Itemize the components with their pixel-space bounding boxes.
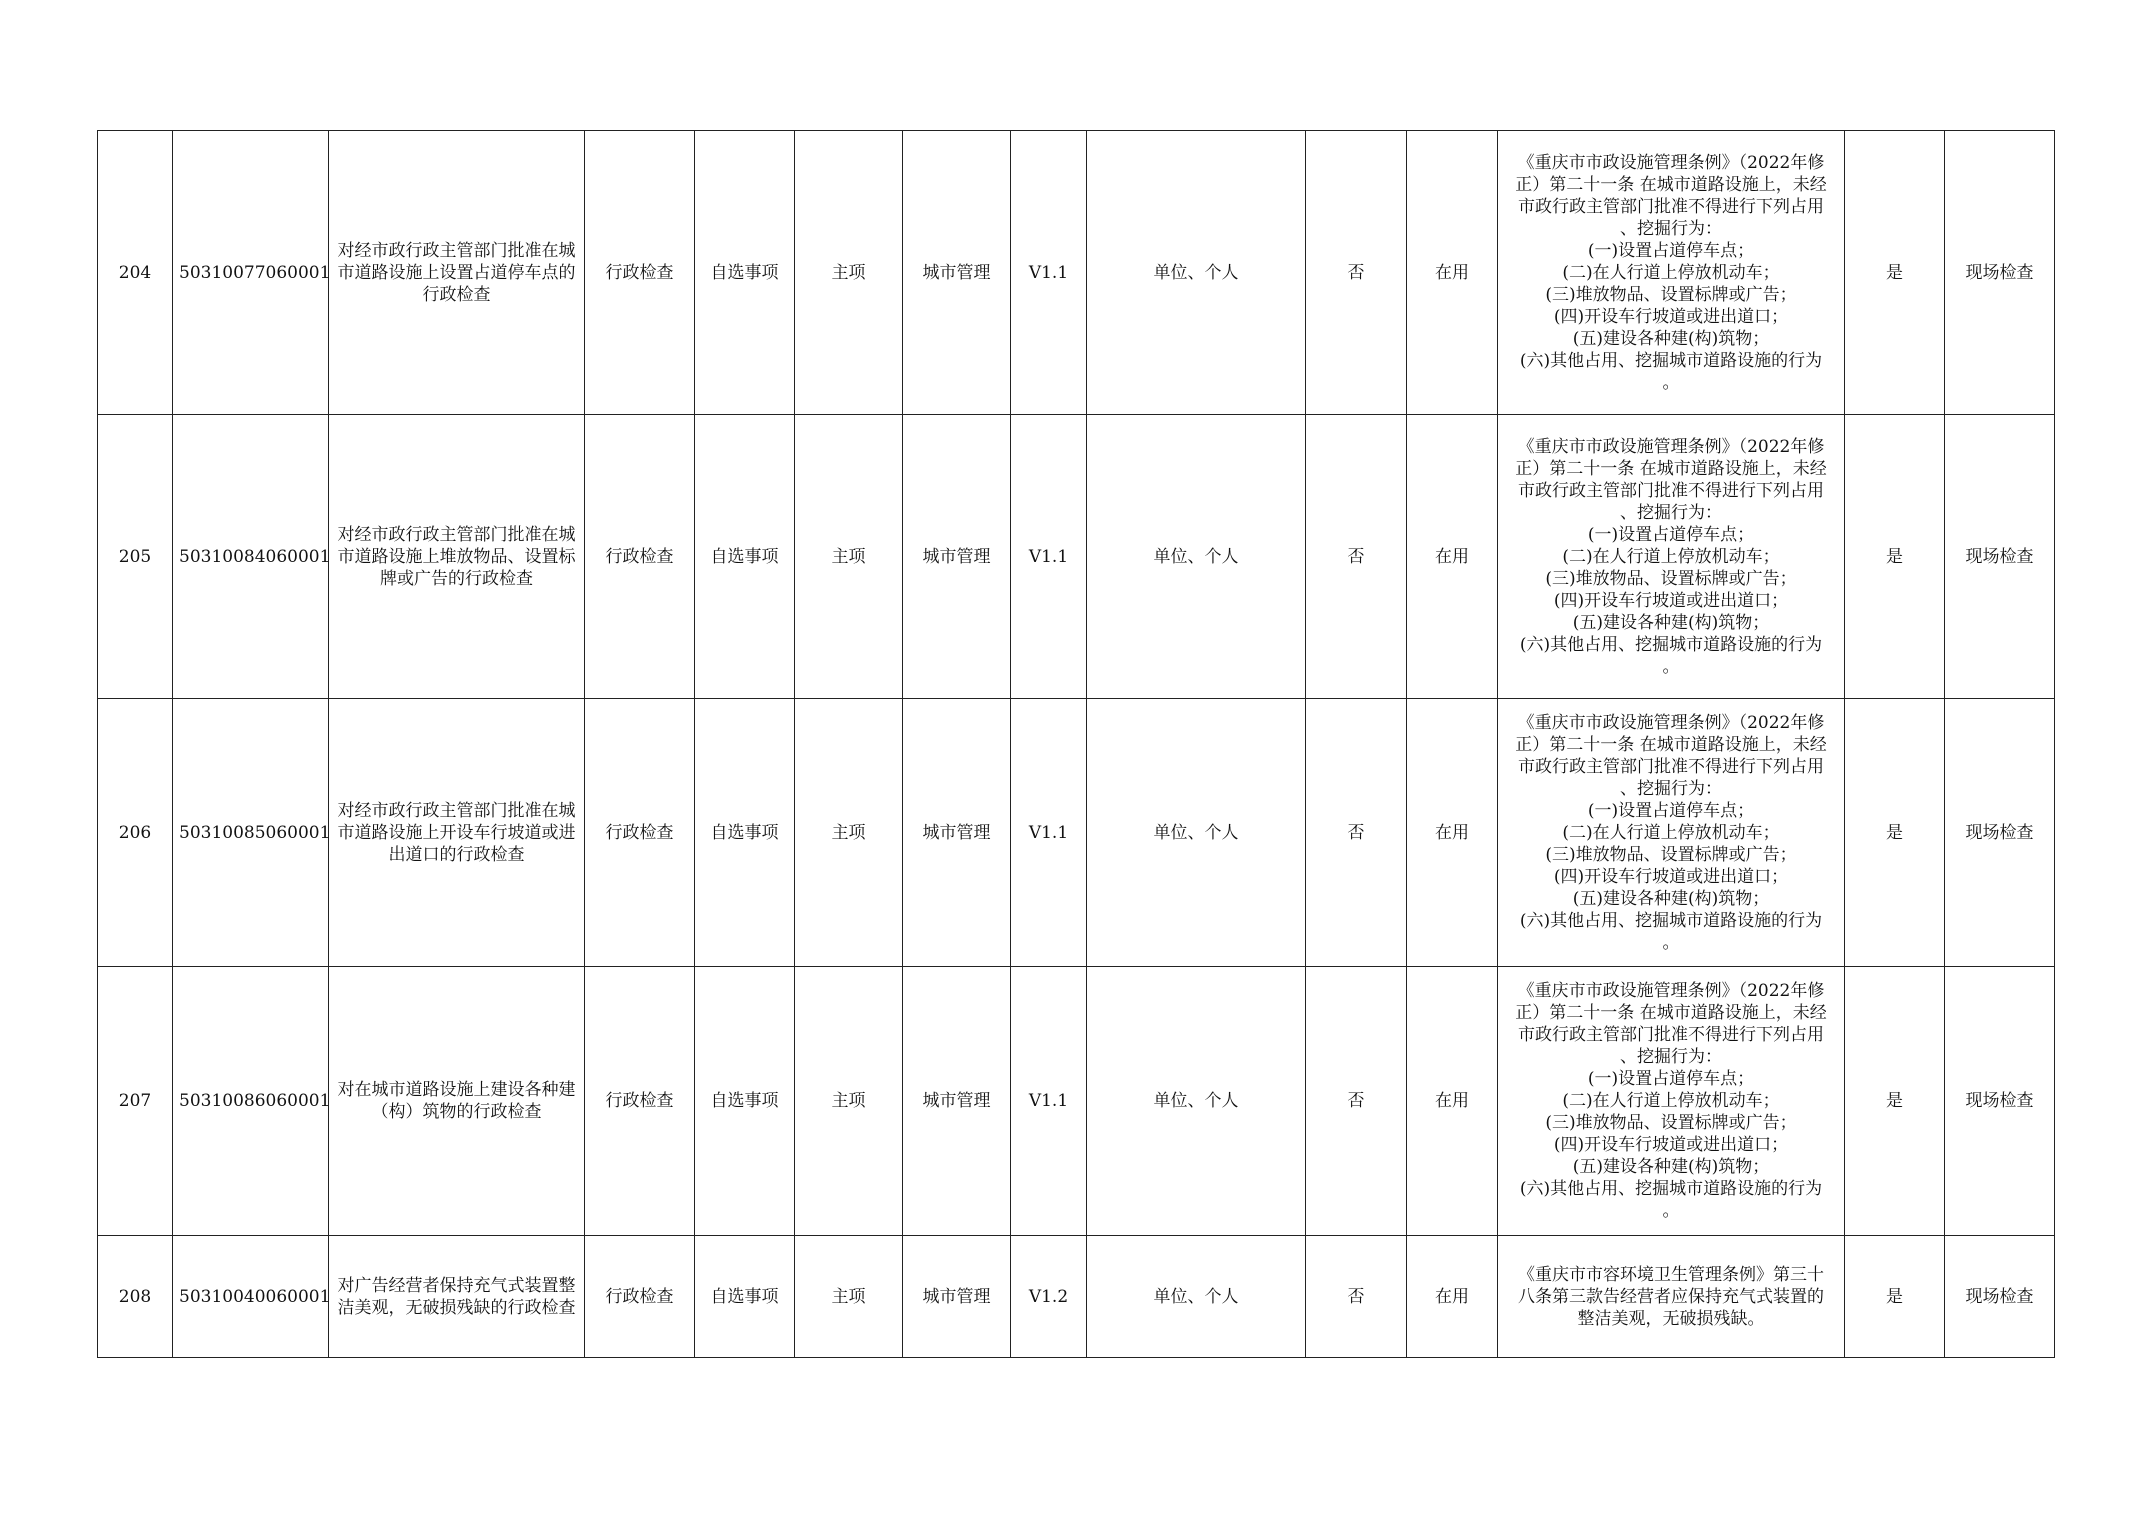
legal-basis-line: (三)堆放物品、设置标牌或广告；: [1545, 1113, 1797, 1133]
inspection-method-cell: 现场检查: [1945, 1236, 2055, 1358]
item-code-cell: 50310084060001: [173, 415, 329, 699]
item-yes-flag-cell: 是: [1845, 131, 1945, 415]
legal-basis-line: 整洁美观，无破损残缺。: [1577, 1308, 1765, 1329]
item-type-cell: 行政检查: [585, 967, 695, 1236]
legal-basis-line: (四)开设车行坡道或进出道口；: [1553, 590, 1789, 611]
item-domain-cell: 城市管理: [903, 1236, 1011, 1358]
item-category-cell: 自选事项: [695, 699, 795, 967]
item-type-cell: 行政检查: [585, 415, 695, 699]
legal-basis-line: (一)设置占道停车点；: [1587, 800, 1755, 821]
legal-basis-line: 《重庆市市政设施管理条例》（2022年修: [1517, 981, 1825, 1001]
legal-basis-line: 。: [1662, 932, 1680, 953]
item-category-cell: 自选事项: [695, 1236, 795, 1358]
item-status-cell: 在用: [1407, 699, 1498, 967]
item-domain-cell: 城市管理: [903, 699, 1011, 967]
item-name-cell: 对经市政行政主管部门批准在城市道路设施上开设车行坡道或进出道口的行政检查: [329, 699, 585, 967]
item-domain-cell: 城市管理: [903, 415, 1011, 699]
legal-basis-line: (四)开设车行坡道或进出道口；: [1553, 1135, 1789, 1155]
legal-basis-line: 、挖掘行为：: [1620, 1047, 1722, 1067]
table-row: [98, 967, 2055, 1236]
legal-basis-line: (三)堆放物品、设置标牌或广告；: [1545, 844, 1797, 865]
item-version-cell: V1.1: [1011, 415, 1087, 699]
item-version-cell: V1.1: [1011, 131, 1087, 415]
item-yes-flag-cell: 是: [1845, 415, 1945, 699]
item-code-cell: 50310077060001: [173, 131, 329, 415]
item-flag-cell: 否: [1306, 1236, 1407, 1358]
legal-basis-line: (二)在人行道上停放机动车；: [1562, 546, 1780, 567]
inspection-method-cell: 现场检查: [1945, 699, 2055, 967]
legal-basis-line: (五)建设各种建(构)筑物；: [1572, 328, 1770, 349]
item-version-cell: V1.1: [1011, 967, 1087, 1236]
legal-basis-line: 市政行政主管部门批准不得进行下列占用: [1518, 1025, 1824, 1045]
legal-basis-line: 《重庆市市政设施管理条例》（2022年修: [1517, 712, 1825, 733]
legal-basis-line: 正）第二十一条 在城市道路设施上，未经: [1515, 458, 1827, 479]
legal-basis-line: (二)在人行道上停放机动车；: [1562, 822, 1780, 843]
legal-basis-cell: [1498, 131, 1845, 415]
legal-basis-line: (五)建设各种建(构)筑物；: [1572, 1157, 1770, 1177]
legal-basis-line: 正）第二十一条 在城市道路设施上，未经: [1515, 734, 1827, 755]
table-row: [98, 1236, 2055, 1358]
item-category-cell: 自选事项: [695, 415, 795, 699]
item-type-cell: 行政检查: [585, 1236, 695, 1358]
item-level-cell: 主项: [795, 967, 903, 1236]
item-flag-cell: 否: [1306, 415, 1407, 699]
item-code-cell: 50310086060001: [173, 967, 329, 1236]
legal-basis-line: (一)设置占道停车点；: [1587, 1069, 1755, 1089]
item-flag-cell: 否: [1306, 967, 1407, 1236]
legal-basis-line: 八条第三款告经营者应保持充气式装置的: [1518, 1286, 1824, 1307]
item-name-cell: 对经市政行政主管部门批准在城市道路设施上堆放物品、设置标牌或广告的行政检查: [329, 415, 585, 699]
item-status-cell: 在用: [1407, 967, 1498, 1236]
item-version-cell: V1.2: [1011, 1236, 1087, 1358]
legal-basis-line: 。: [1662, 372, 1680, 393]
item-level-cell: 主项: [795, 131, 903, 415]
inspection-method-cell: 现场检查: [1945, 967, 2055, 1236]
legal-basis-line: 市政行政主管部门批准不得进行下列占用: [1518, 196, 1824, 217]
inspection-method-cell: 现场检查: [1945, 131, 2055, 415]
item-type-cell: 行政检查: [585, 699, 695, 967]
legal-basis-line: 《重庆市市政设施管理条例》（2022年修: [1517, 152, 1825, 173]
item-target-cell: 单位、个人: [1087, 699, 1306, 967]
legal-basis-line: 市政行政主管部门批准不得进行下列占用: [1518, 756, 1824, 777]
legal-basis-line: (一)设置占道停车点；: [1587, 524, 1755, 545]
inspection-items-table: [97, 130, 2055, 1358]
item-flag-cell: 否: [1306, 699, 1407, 967]
legal-basis-line: (四)开设车行坡道或进出道口；: [1553, 866, 1789, 887]
legal-basis-line: (五)建设各种建(构)筑物；: [1572, 888, 1770, 909]
legal-basis-line: 正）第二十一条 在城市道路设施上，未经: [1515, 174, 1827, 195]
item-category-cell: 自选事项: [695, 967, 795, 1236]
legal-basis-line: 正）第二十一条 在城市道路设施上，未经: [1515, 1003, 1827, 1023]
item-version-cell: V1.1: [1011, 699, 1087, 967]
legal-basis-line: (三)堆放物品、设置标牌或广告；: [1545, 568, 1797, 589]
legal-basis-line: 《重庆市市政设施管理条例》（2022年修: [1517, 436, 1825, 457]
legal-basis-line: 《重庆市市容环境卫生管理条例》第三十: [1518, 1264, 1824, 1285]
legal-basis-line: (六)其他占用、挖掘城市道路设施的行为: [1519, 1179, 1823, 1199]
table-body: [98, 131, 2055, 1358]
item-domain-cell: 城市管理: [903, 131, 1011, 415]
legal-basis-cell: [1498, 699, 1845, 967]
item-name-cell: 对经市政行政主管部门批准在城市道路设施上设置占道停车点的行政检查: [329, 131, 585, 415]
item-target-cell: 单位、个人: [1087, 415, 1306, 699]
inspection-method-cell: 现场检查: [1945, 415, 2055, 699]
legal-basis-cell: [1498, 415, 1845, 699]
legal-basis-line: 市政行政主管部门批准不得进行下列占用: [1518, 480, 1824, 501]
legal-basis-line: 、挖掘行为：: [1620, 502, 1722, 523]
legal-basis-cell: [1498, 1236, 1845, 1358]
table-row: [98, 699, 2055, 967]
item-yes-flag-cell: 是: [1845, 699, 1945, 967]
item-level-cell: 主项: [795, 1236, 903, 1358]
legal-basis-line: (二)在人行道上停放机动车；: [1562, 262, 1780, 283]
row-number-cell: 208: [98, 1236, 173, 1358]
item-code-cell: 50310085060001: [173, 699, 329, 967]
item-status-cell: 在用: [1407, 131, 1498, 415]
item-status-cell: 在用: [1407, 415, 1498, 699]
item-yes-flag-cell: 是: [1845, 967, 1945, 1236]
item-code-cell: 50310040060001: [173, 1236, 329, 1358]
item-domain-cell: 城市管理: [903, 967, 1011, 1236]
item-flag-cell: 否: [1306, 131, 1407, 415]
legal-basis-line: (三)堆放物品、设置标牌或广告；: [1545, 284, 1797, 305]
item-name-cell: 对在城市道路设施上建设各种建（构）筑物的行政检查: [329, 967, 585, 1236]
legal-basis-line: 、挖掘行为：: [1620, 778, 1722, 799]
legal-basis-line: (四)开设车行坡道或进出道口；: [1553, 306, 1789, 327]
legal-basis-line: (一)设置占道停车点；: [1587, 240, 1755, 261]
item-level-cell: 主项: [795, 699, 903, 967]
item-target-cell: 单位、个人: [1087, 967, 1306, 1236]
legal-basis-line: 。: [1662, 656, 1680, 677]
legal-basis-line: (六)其他占用、挖掘城市道路设施的行为: [1519, 910, 1823, 931]
item-status-cell: 在用: [1407, 1236, 1498, 1358]
row-number-cell: 205: [98, 415, 173, 699]
legal-basis-line: 。: [1662, 1201, 1680, 1221]
legal-basis-line: (六)其他占用、挖掘城市道路设施的行为: [1519, 350, 1823, 371]
row-number-cell: 207: [98, 967, 173, 1236]
legal-basis-cell: [1498, 967, 1845, 1236]
item-level-cell: 主项: [795, 415, 903, 699]
legal-basis-line: (五)建设各种建(构)筑物；: [1572, 612, 1770, 633]
table-row: [98, 415, 2055, 699]
item-target-cell: 单位、个人: [1087, 131, 1306, 415]
item-name-cell: 对广告经营者保持充气式装置整洁美观，无破损残缺的行政检查: [329, 1236, 585, 1358]
item-category-cell: 自选事项: [695, 131, 795, 415]
table-row: [98, 131, 2055, 415]
item-type-cell: 行政检查: [585, 131, 695, 415]
item-target-cell: 单位、个人: [1087, 1236, 1306, 1358]
row-number-cell: 204: [98, 131, 173, 415]
legal-basis-line: (二)在人行道上停放机动车；: [1562, 1091, 1780, 1111]
legal-basis-line: (六)其他占用、挖掘城市道路设施的行为: [1519, 634, 1823, 655]
row-number-cell: 206: [98, 699, 173, 967]
legal-basis-line: 、挖掘行为：: [1620, 218, 1722, 239]
item-yes-flag-cell: 是: [1845, 1236, 1945, 1358]
